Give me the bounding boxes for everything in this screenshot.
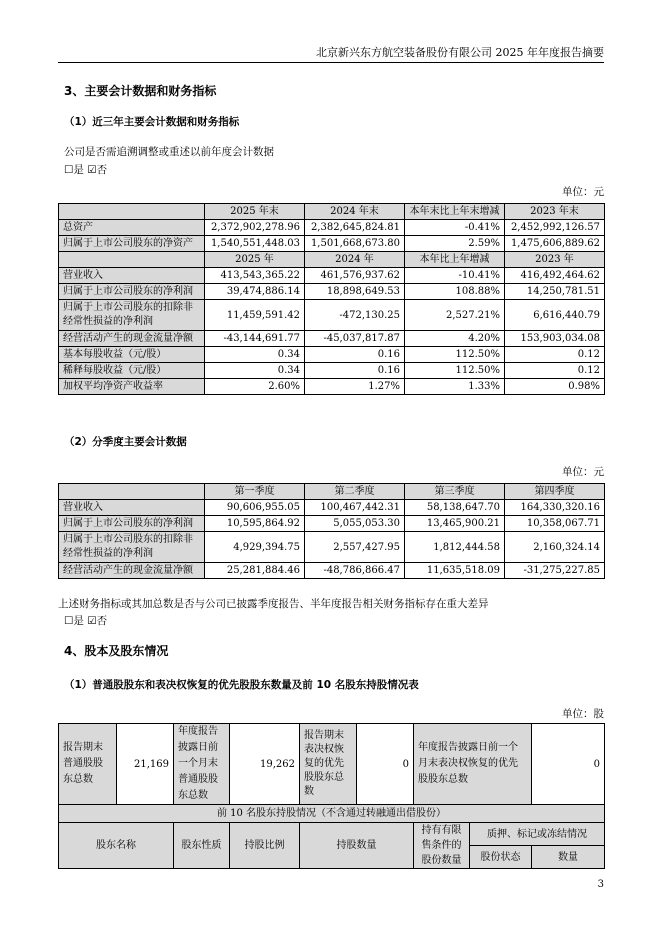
top10-title: 前 10 名股东持股情况（不含通过转融通出借股份） (59, 805, 605, 823)
col-pledge-qty: 数量 (532, 846, 605, 869)
header-cell: 本年比上年增减 (405, 252, 505, 268)
value-cell: 2.60% (205, 379, 305, 395)
header-cell (59, 204, 205, 220)
table-row (59, 300, 605, 331)
value-cell: 13,465,900.21 (405, 516, 505, 532)
value-cell: 0.12 (505, 363, 605, 379)
value-cell: -10.41% (405, 268, 505, 284)
header-cell: 第四季度 (505, 484, 605, 500)
value-cell: 413,543,365.22 (205, 268, 305, 284)
value-cell: 1,475,606,889.62 (505, 236, 605, 252)
value-cell: 0.34 (205, 363, 305, 379)
holder-count-prior-label: 年度报告披露日前一个月末普通股股东总数 (174, 724, 230, 805)
row-label-cell: 基本每股收益（元/股） (59, 347, 205, 363)
value-cell: 58,138,647.70 (405, 500, 505, 516)
table-row (59, 236, 605, 252)
value-cell: 4,929,394.75 (205, 532, 305, 563)
value-cell: 2,160,324.14 (505, 532, 605, 563)
shareholder-table (58, 723, 605, 869)
value-cell: 2,527.21% (405, 300, 505, 331)
header-cell: 第一季度 (205, 484, 305, 500)
value-cell: 2,372,902,278.96 (205, 220, 305, 236)
value-cell: 1,540,551,448.03 (205, 236, 305, 252)
table-row (59, 347, 605, 363)
col-holding-qty: 持股数量 (300, 823, 414, 869)
unit-label: 单位：元 (562, 186, 604, 198)
value-cell: 0.16 (305, 363, 405, 379)
unit-label-shares: 单位：股 (562, 708, 604, 720)
value-cell: -43,144,691.77 (205, 331, 305, 347)
value-cell: -472,130.25 (305, 300, 405, 331)
row-label-cell: 归属于上市公司股东的扣除非经常性损益的净利润 (59, 532, 205, 563)
col-holding-ratio: 持股比例 (230, 823, 300, 869)
holder-count-value: 21,169 (117, 724, 174, 805)
annual-financial-table (58, 203, 605, 395)
value-cell: -45,037,817.87 (305, 331, 405, 347)
sub1-title: （1）近三年主要会计数据和财务指标 (64, 116, 240, 128)
value-cell: 0.16 (305, 347, 405, 363)
value-cell: 4.20% (405, 331, 505, 347)
table-row (59, 268, 605, 284)
value-cell: 112.50% (405, 363, 505, 379)
value-cell: -31,275,227.85 (505, 563, 605, 579)
row-label-cell: 归属于上市公司股东的净利润 (59, 516, 205, 532)
value-cell: 10,358,067.71 (505, 516, 605, 532)
value-cell: -48,786,866.47 (305, 563, 405, 579)
holder-count-prior-value: 19,262 (230, 724, 300, 805)
col-pledge: 质押、标记或冻结情况 (470, 823, 605, 846)
row-label-cell: 稀释每股收益（元/股） (59, 363, 205, 379)
restate-question: 公司是否需追溯调整或重述以前年度会计数据 (64, 146, 274, 158)
table-row (59, 516, 605, 532)
table-header-row (59, 252, 605, 268)
header-cell: 2024 年末 (305, 204, 405, 220)
value-cell: 416,492,464.62 (505, 268, 605, 284)
pref-holder-count-value: 0 (357, 724, 414, 805)
value-cell: 11,635,518.09 (405, 563, 505, 579)
page-number: 3 (597, 879, 604, 890)
value-cell: 1.33% (405, 379, 505, 395)
header-cell (59, 252, 205, 268)
value-cell: 112.50% (405, 347, 505, 363)
header-cell: 2024 年 (305, 252, 405, 268)
restate-checkbox: ☐是 ☑否 (64, 164, 108, 176)
value-cell: 461,576,937.62 (305, 268, 405, 284)
table-row (59, 363, 605, 379)
quarterly-financial-table (58, 483, 605, 579)
value-cell: 11,459,591.42 (205, 300, 305, 331)
value-cell: 0.98% (505, 379, 605, 395)
value-cell: 25,281,884.46 (205, 563, 305, 579)
pref-holder-count-label: 报告期末表决权恢复的优先股股东总数 (300, 724, 357, 805)
value-cell: 153,903,034.08 (505, 331, 605, 347)
row-label-cell: 经营活动产生的现金流量净额 (59, 331, 205, 347)
row-label-cell: 营业收入 (59, 500, 205, 516)
col-holder-nature: 股东性质 (174, 823, 230, 869)
value-cell: 5,055,053.30 (305, 516, 405, 532)
section4-title: 4、股本及股东情况 (64, 644, 169, 658)
row-label-cell: 营业收入 (59, 268, 205, 284)
header-cell: 2023 年末 (505, 204, 605, 220)
value-cell: 1.27% (305, 379, 405, 395)
table-header-row (59, 484, 605, 500)
section3-title: 3、主要会计数据和财务指标 (64, 84, 217, 98)
sub2-title: （2）分季度主要会计数据 (64, 436, 187, 448)
col-pledge-status: 股份状态 (470, 846, 532, 869)
col-restricted-qty: 持有有限售条件的股份数量 (414, 823, 470, 869)
unit-label-2: 单位：元 (562, 466, 604, 478)
table-row (59, 284, 605, 300)
row-label-cell: 归属于上市公司股东的净利润 (59, 284, 205, 300)
row-label-cell: 经营活动产生的现金流量净额 (59, 563, 205, 579)
header-cell: 2025 年 (205, 252, 305, 268)
pref-holder-prior-label: 年度报告披露日前一个月末表决权恢复的优先股股东总数 (414, 724, 532, 805)
table-row (59, 532, 605, 563)
value-cell: 90,606,955.05 (205, 500, 305, 516)
value-cell: 100,467,442.31 (305, 500, 405, 516)
value-cell: 1,501,668,673.80 (305, 236, 405, 252)
value-cell: 14,250,781.51 (505, 284, 605, 300)
value-cell: 2,382,645,824.81 (305, 220, 405, 236)
table-row (59, 331, 605, 347)
value-cell: -0.41% (405, 220, 505, 236)
value-cell: 18,898,649.53 (305, 284, 405, 300)
value-cell: 0.12 (505, 347, 605, 363)
value-cell: 2,452,992,126.57 (505, 220, 605, 236)
row-label-cell: 加权平均净资产收益率 (59, 379, 205, 395)
report-header: 北京新兴东方航空装备股份有限公司 2025 年年度报告摘要 (316, 46, 604, 59)
value-cell: 108.88% (405, 284, 505, 300)
sub3-title: （1）普通股股东和表决权恢复的优先股股东数量及前 10 名股东持股情况表 (64, 679, 419, 691)
row-label-cell: 归属于上市公司股东的扣除非经常性损益的净利润 (59, 300, 205, 331)
table-header-row (59, 204, 605, 220)
table-row (59, 220, 605, 236)
header-cell: 2023 年 (505, 252, 605, 268)
header-cell: 本年末比上年末增减 (405, 204, 505, 220)
header-cell: 2025 年末 (205, 204, 305, 220)
pref-holder-prior-value: 0 (532, 724, 605, 805)
value-cell: 2.59% (405, 236, 505, 252)
header-cell: 第二季度 (305, 484, 405, 500)
table-row (59, 379, 605, 395)
header-cell: 第三季度 (405, 484, 505, 500)
row-label-cell: 归属于上市公司股东的净资产 (59, 236, 205, 252)
row-label-cell: 总资产 (59, 220, 205, 236)
quarter-checkbox: ☐是 ☑否 (64, 615, 108, 627)
holder-count-label: 报告期末普通股股东总数 (59, 724, 117, 805)
col-holder-name: 股东名称 (59, 823, 174, 869)
value-cell: 0.34 (205, 347, 305, 363)
header-cell (59, 484, 205, 500)
value-cell: 10,595,864.92 (205, 516, 305, 532)
value-cell: 39,474,886.14 (205, 284, 305, 300)
quarter-note: 上述财务指标或其加总数是否与公司已披露季度报告、半年度报告相关财务指标存在重大差异 (58, 598, 489, 610)
header-divider (58, 62, 604, 63)
table-row (59, 563, 605, 579)
value-cell: 1,812,444.58 (405, 532, 505, 563)
value-cell: 6,616,440.79 (505, 300, 605, 331)
value-cell: 2,557,427.95 (305, 532, 405, 563)
table-row (59, 500, 605, 516)
value-cell: 164,330,320.16 (505, 500, 605, 516)
